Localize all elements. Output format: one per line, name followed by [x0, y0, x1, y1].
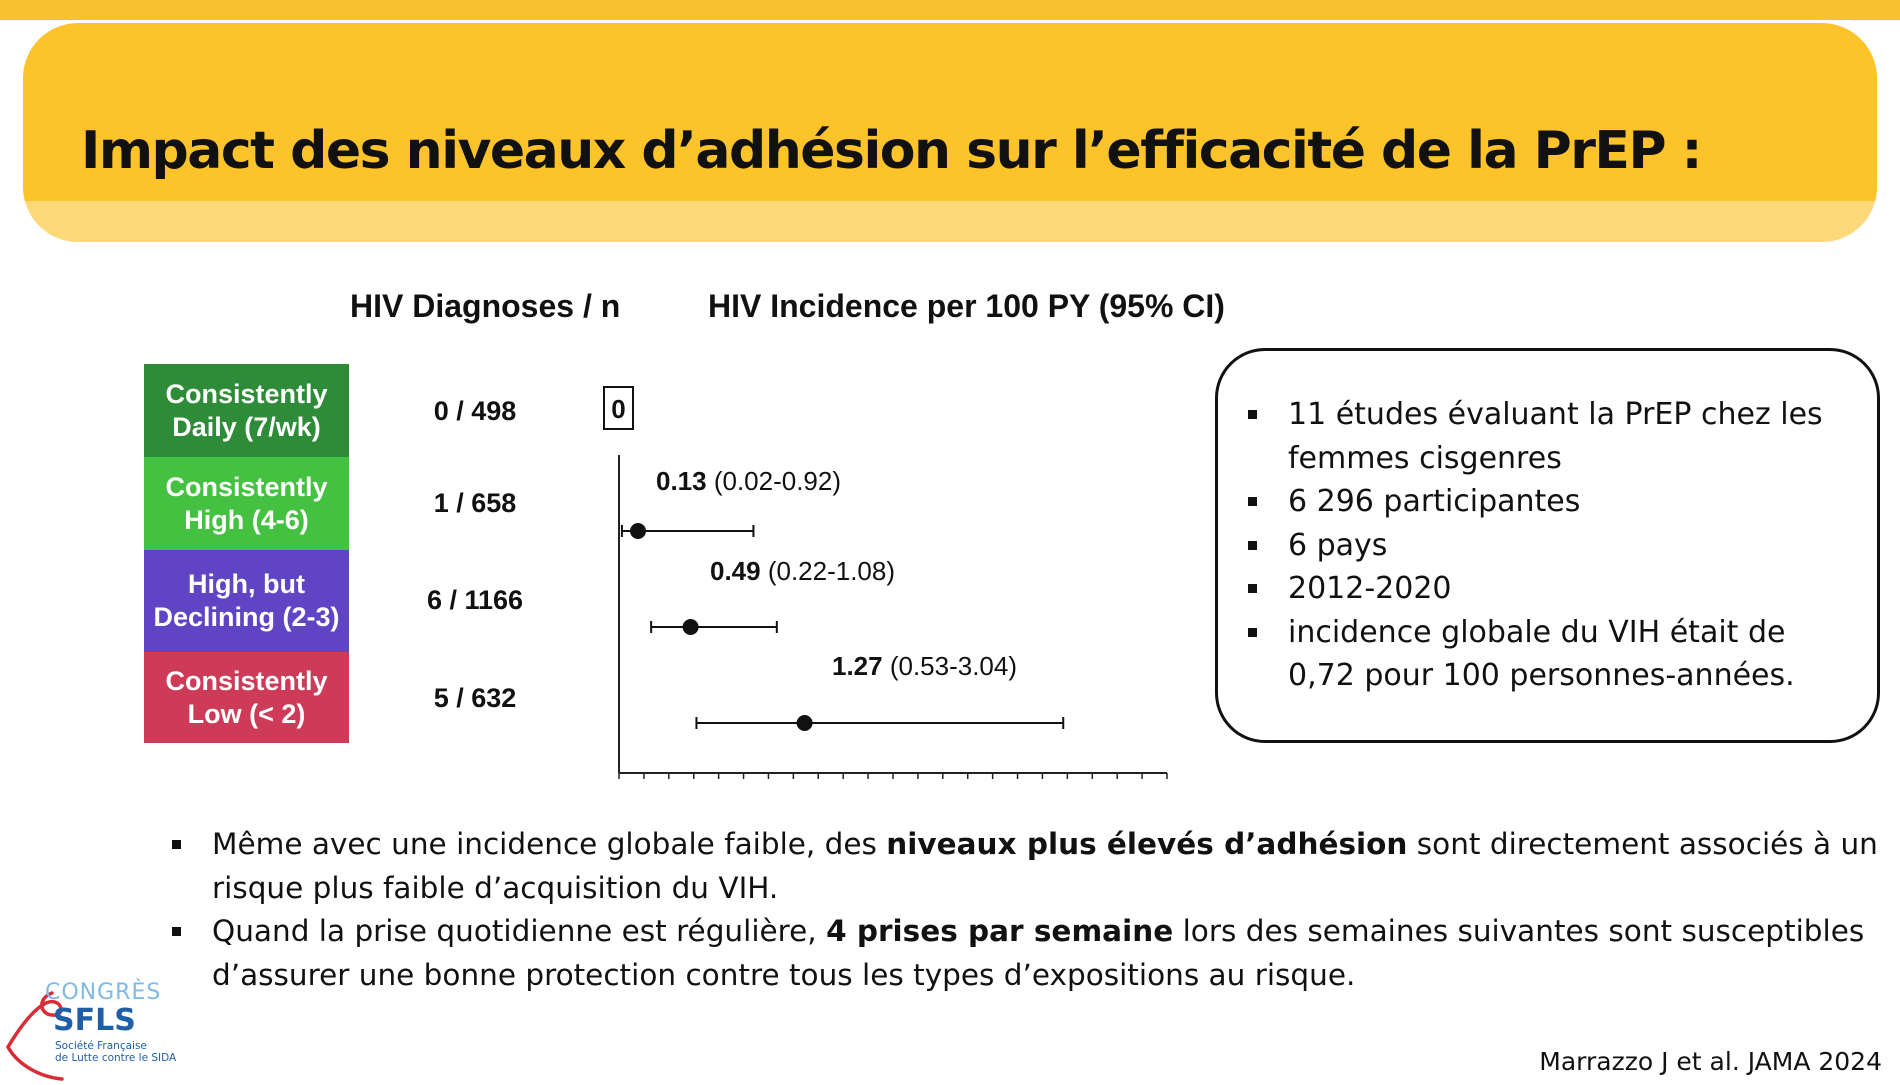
- header-diagnoses: HIV Diagnoses / n: [350, 288, 621, 324]
- header-incidence: HIV Incidence per 100 PY (95% CI): [708, 288, 1225, 324]
- point-estimate: [630, 523, 646, 539]
- bullet-text: Même avec une incidence globale faible, des: [212, 827, 887, 861]
- bullet-emphasis: niveaux plus élevés d’adhésion: [886, 827, 1408, 861]
- conclusion-item: [172, 910, 1892, 997]
- slide-title: Impact des niveaux d’adhésion sur l’efficacité de la PrEP :: [81, 121, 1701, 181]
- info-item: 6 296 participantes: [1248, 480, 1857, 524]
- estimate-label: [710, 556, 895, 586]
- conclusion-item: [172, 823, 1892, 910]
- info-item: 11 études évaluant la PrEP chez les femmes cisgenres: [1248, 393, 1857, 480]
- estimate-label: 0: [611, 394, 626, 424]
- bullet-text: sont directement associés à un risque plus faible d’acquisition du VIH.: [212, 827, 1878, 905]
- citation: Marrazzo J et al. JAMA 2024: [1539, 1047, 1882, 1076]
- level-label-line: Daily (7/wk): [172, 411, 321, 442]
- logo-subtitle-line: de Lutte contre le SIDA: [55, 1052, 177, 1064]
- bullet-text: Quand la prise quotidienne est régulière,: [212, 914, 827, 948]
- diagnoses-count: 6 / 1166: [426, 585, 524, 615]
- diagnoses-count: 1 / 658: [433, 488, 517, 518]
- estimate-value: 1.27: [832, 651, 883, 681]
- estimate-label: [832, 651, 1017, 681]
- sfls-logo: [0, 975, 180, 1085]
- info-item: 6 pays: [1248, 524, 1857, 568]
- point-estimate: [797, 715, 813, 731]
- estimate-value: 0.49: [710, 556, 761, 586]
- ci-range: (0.53-3.04): [882, 651, 1018, 681]
- level-label-line: Declining (2-3): [153, 602, 340, 632]
- diagnoses-count: 0 / 498: [433, 396, 517, 426]
- level-label-line: Consistently: [165, 665, 328, 696]
- logo-congres: CONGRÈS: [45, 980, 162, 1005]
- point-estimate: [683, 619, 699, 635]
- level-label-line: Consistently: [165, 471, 328, 502]
- level-label-line: High, but: [188, 569, 305, 599]
- level-label-line: High (4-6): [184, 504, 309, 535]
- level-label-line: Consistently: [165, 378, 328, 409]
- conclusion-bullets: [172, 823, 1892, 997]
- level-label-line: Low (< 2): [187, 698, 306, 729]
- bullet-emphasis: 4 prises par semaine: [826, 914, 1174, 948]
- diagnoses-count: 5 / 632: [433, 683, 517, 713]
- estimate-value: 0.13: [656, 466, 707, 496]
- ci-range: (0.02-0.92): [706, 466, 842, 496]
- bullet-text: lors des semaines suivantes sont susceptibles d’assurer une bonne protection contre tous les types d’expositions au risque.: [212, 914, 1865, 992]
- info-item: 2012-2020: [1248, 567, 1857, 611]
- logo-subtitle-line: Société Française: [55, 1040, 147, 1052]
- info-item: incidence globale du VIH était de 0,72 pour 100 personnes-années.: [1248, 611, 1857, 698]
- logo-sfls: SFLS: [53, 1003, 136, 1038]
- ci-range: (0.22-1.08): [760, 556, 896, 586]
- study-info-box: [1215, 348, 1880, 743]
- estimate-label: [656, 466, 841, 496]
- logo-subtitle: [55, 1040, 176, 1064]
